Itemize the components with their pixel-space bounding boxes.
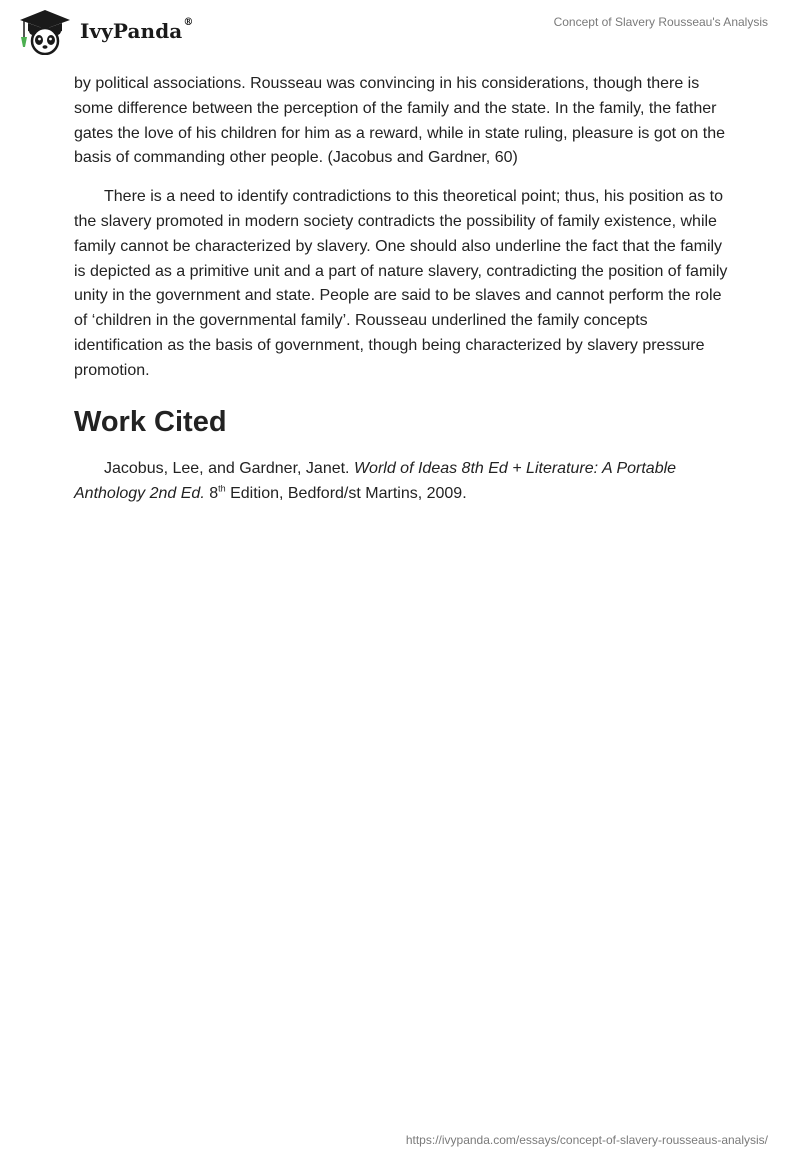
citation-authors: Jacobus, Lee, and Gardner, Janet. [104,459,354,477]
essay-content [74,72,734,506]
ivypanda-logo[interactable] [14,7,193,55]
citation-edition-suffix: th [218,483,226,494]
registered-mark: ® [183,17,194,28]
citation-edition-number: 8 [204,484,219,502]
page-header [0,0,800,62]
document-title: Concept of Slavery Rousseau's Analysis [553,15,768,29]
citation-entry [74,456,734,506]
citation-title: World of Ideas 8th Ed + Literature: A Portable Anthology 2nd Ed. [74,459,677,502]
brand-name: IvyPanda® [80,17,194,43]
panda-graduation-cap-icon [14,7,76,55]
body-paragraph-2: There is a need to identify contradictions to this theoretical point; thus, his position as to the slavery promoted in modern society contradicts the possibility of family existence, while family cannot be characterized by slavery. One should also underline the fact that the family is depicted as a primitive unit and a part of nature slavery, contradicting the position of family unity in the government and state. People are said to be slaves and cannot perform the role of ‘children in the governmental family’. Rousseau underlined the family concepts identification as the basis of government, though being characterized by slavery pressure promotion. [74,188,728,379]
citation-publisher: Edition, Bedford/st Martins, 2009. [225,484,467,502]
works-cited-heading: Work Cited [74,405,227,438]
footer-url-link[interactable]: https://ivypanda.com/essays/concept-of-slavery-rousseaus-analysis/ [405,1133,768,1147]
body-paragraph-1: by political associations. Rousseau was convincing in his considerations, though there is some difference between the perception of the family and the state. In the family, the father gates the love of his children for him as a reward, while in state ruling, pleasure is got on the basis of commanding other people. (Jacobus and Gardner, 60) [74,75,726,167]
